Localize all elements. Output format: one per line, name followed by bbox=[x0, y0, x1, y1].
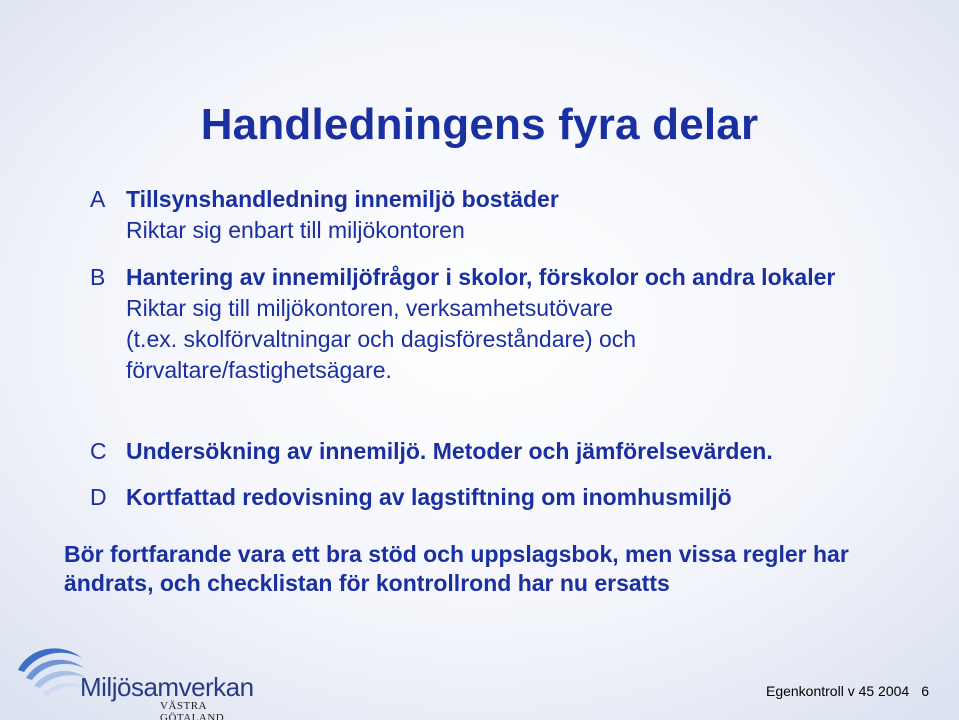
item-body bbox=[126, 436, 906, 467]
organization-logo bbox=[12, 636, 272, 720]
item-letter: B bbox=[90, 264, 106, 290]
logo-name: Miljösamverkan bbox=[80, 672, 254, 702]
slide-footer bbox=[766, 683, 929, 699]
item-letter: A bbox=[90, 186, 106, 212]
item-heading: Hantering av innemiljöfrågor i skolor, förskolor och andra lokaler bbox=[126, 264, 836, 290]
item-description: Riktar sig till miljökontoren, verksamhetsutövare (t.ex. skolförvaltningar och dagisföreståndare) och förvaltare/fastighetsägare. bbox=[126, 295, 637, 383]
logo-subtitle: VÄSTRA GÖTALAND bbox=[160, 700, 225, 720]
item-letter: D bbox=[90, 484, 107, 510]
page-number: 6 bbox=[921, 683, 929, 699]
item-heading: Tillsynshandledning innemiljö bostäder bbox=[126, 186, 559, 212]
footer-label: Egenkontroll v 45 2004 bbox=[765, 683, 910, 699]
item-heading: Undersökning av innemiljö. Metoder och jämförelsevärden. bbox=[126, 438, 773, 464]
item-body bbox=[126, 184, 906, 246]
item-letter: C bbox=[90, 438, 107, 464]
item-description: Riktar sig enbart till miljökontoren bbox=[126, 217, 465, 243]
summary-note: Bör fortfarande vara ett bra stöd och uppslagsbok, men vissa regler har ändrats, och checklistan för kontrollrond har nu ersatts bbox=[64, 541, 849, 596]
item-heading: Kortfattad redovisning av lagstiftning om inomhusmiljö bbox=[126, 484, 732, 510]
slide-title: Handledningens fyra delar bbox=[200, 100, 759, 149]
item-body bbox=[126, 482, 906, 513]
item-body bbox=[126, 262, 866, 386]
